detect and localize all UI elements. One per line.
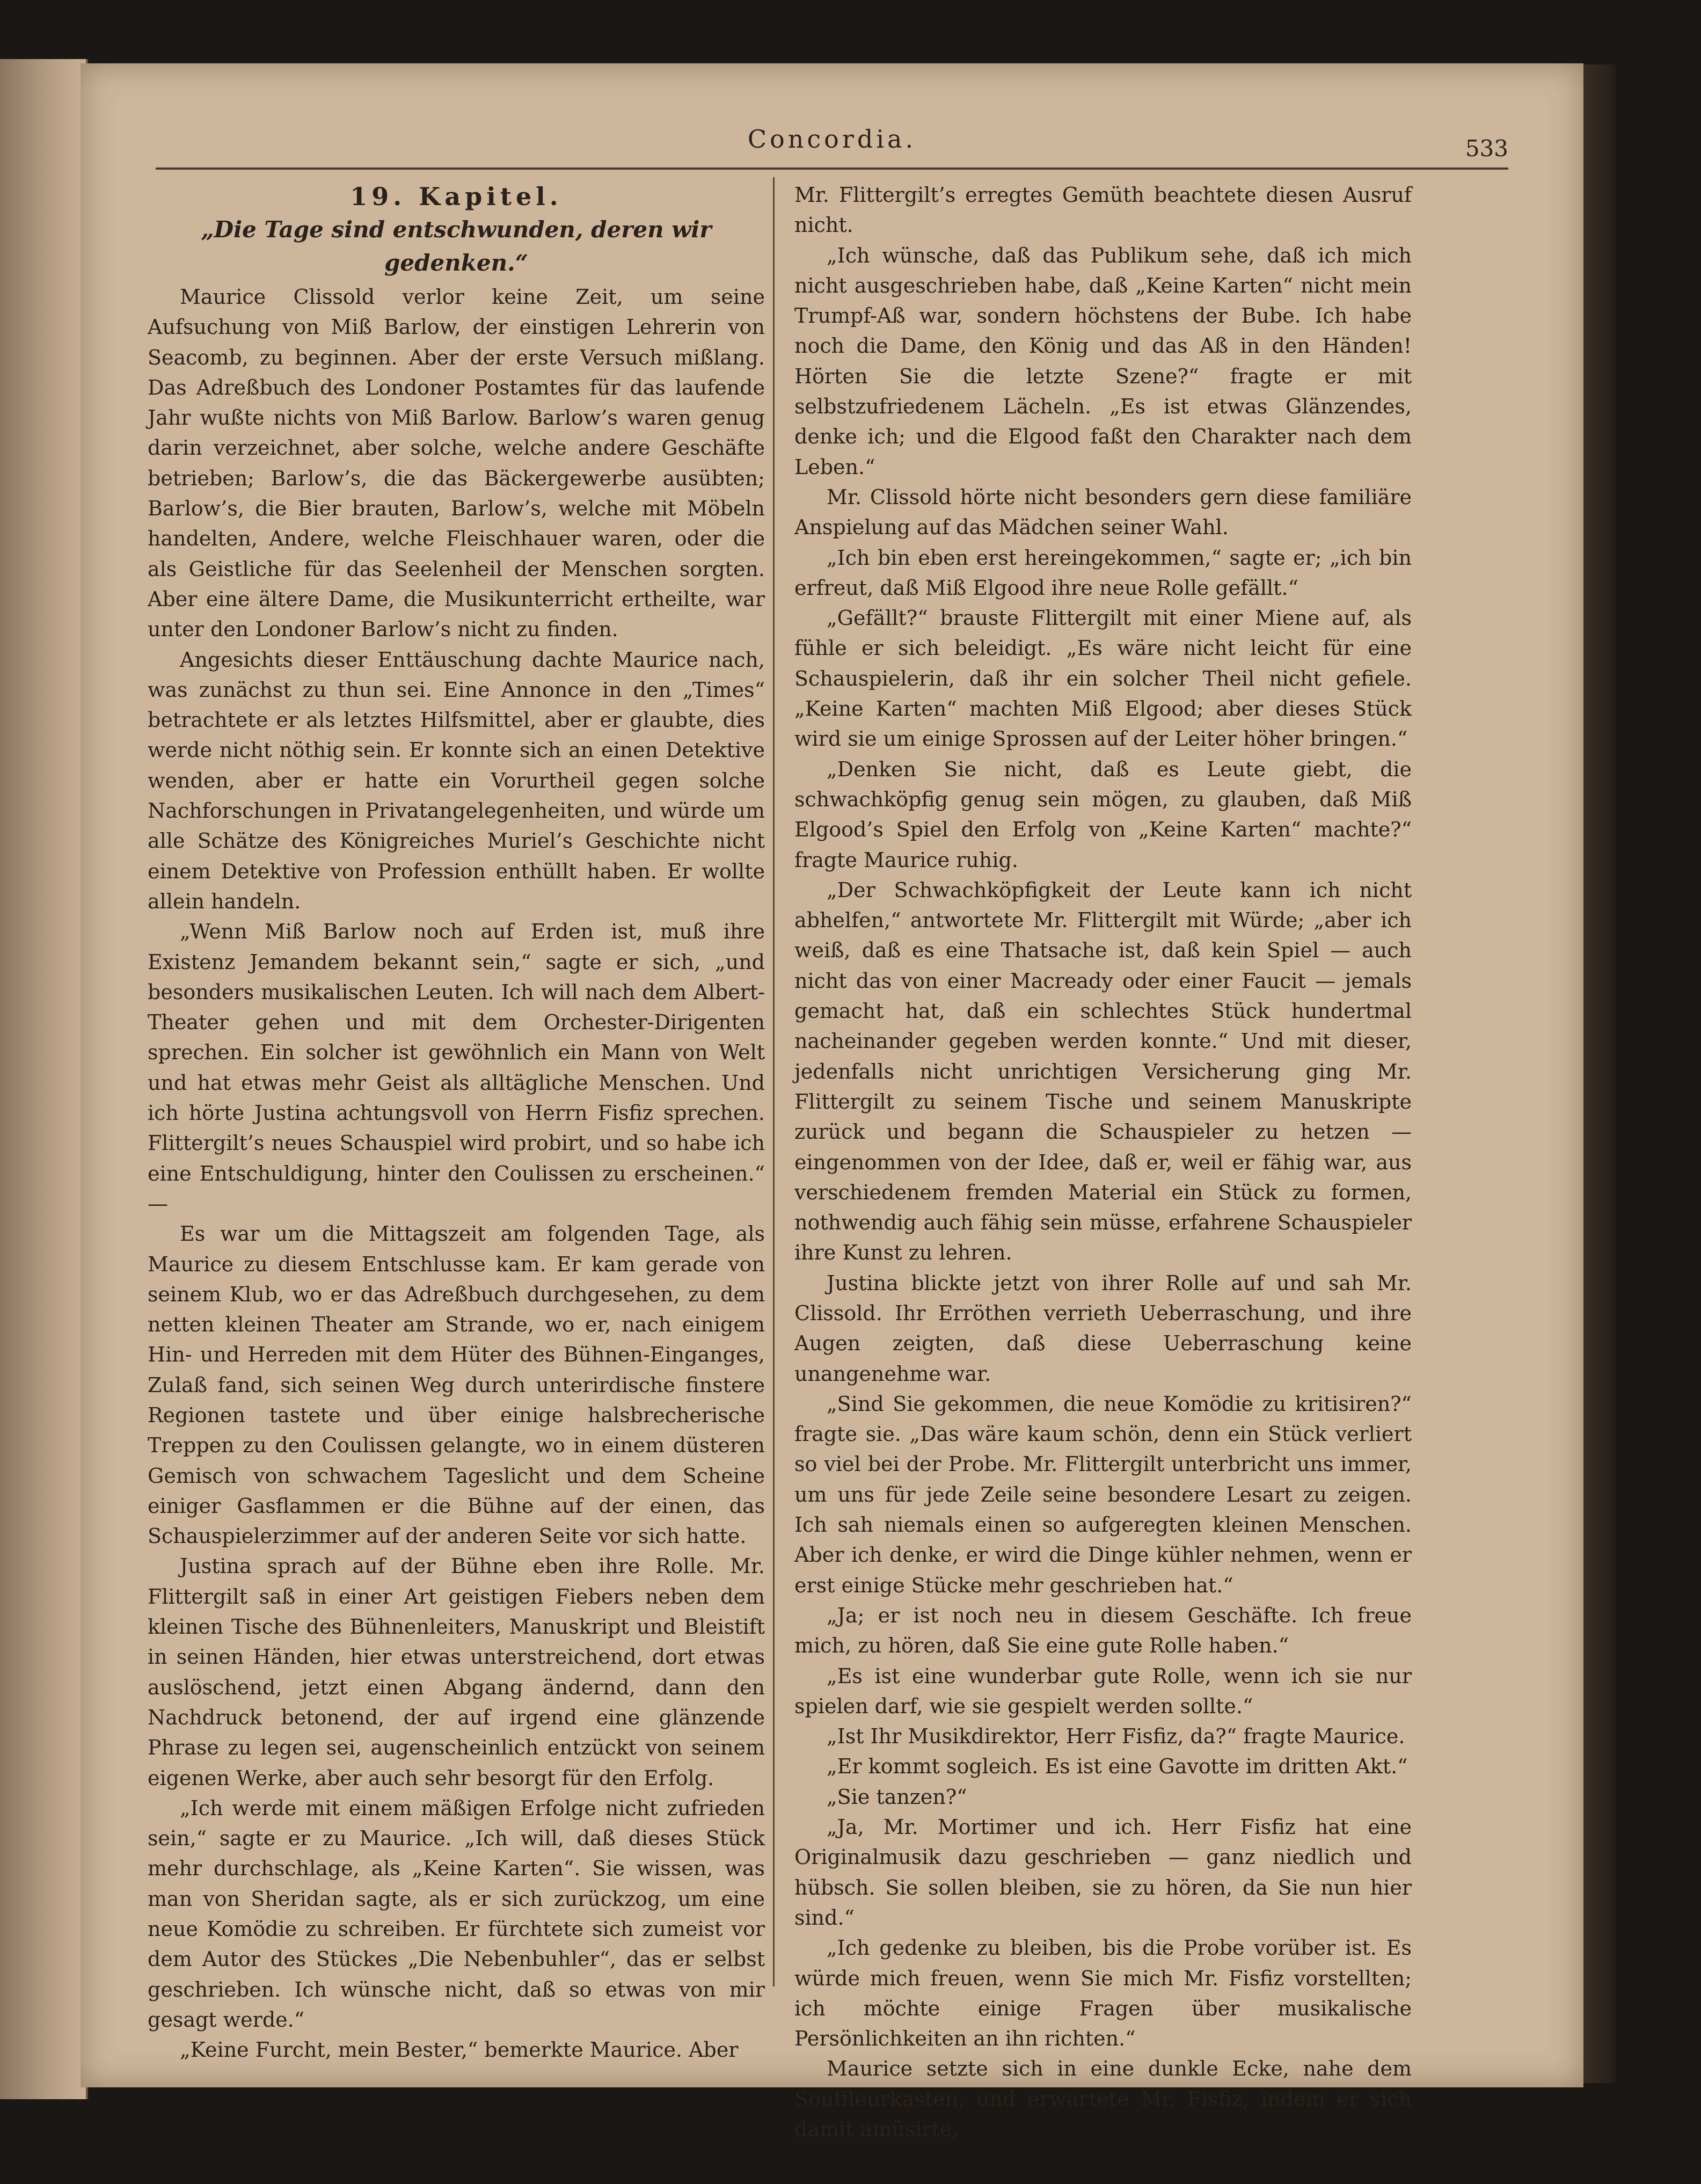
- paragraph: Angesichts dieser Enttäuschung dachte Maurice nach, was zunächst zu thun sei. Eine Annonce in den „Times“ betrachtete er als letztes Hilfsmittel, aber er glaubte, dies werde nicht nöthig sein. Er konnte sich an einen Detektive wenden, aber er hatte ein Vorurtheil gegen solche Nachforschungen in Privatangelegenheiten, und würde um alle Schätze des Königreiches Muriel’s Geschichte nicht einem Detektive von Profession enthüllt haben. Er wollte allein handeln.: [148, 647, 765, 913]
- paragraph: „Sind Sie gekommen, die neue Komödie zu kritisiren?“ fragte sie. „Das wäre kaum schön, denn ein Stück verliert so viel bei der Probe. Mr. Flittergilt unterbricht uns immer, um uns für jede Zeile seine besondere Lesart zu zeigen. Ich sah niemals einen so aufgeregten kleinen Menschen. Aber ich denke, er wird die Dinge kühler nehmen, wenn er erst einige Stücke mehr geschrieben hat.“: [794, 1392, 1412, 1597]
- paragraph: „Der Schwachköpfigkeit der Leute kann ich nicht abhelfen,“ antwortete Mr. Flittergilt mit Würde; „aber ich weiß, daß es eine Thatsache ist, daß kein Spiel — auch nicht das von einer Macready oder einer Faucit — jemals gemacht hat, daß ein schlechtes Stück hundertmal nacheinander gegeben werden konnte.“ Und mit dieser, jedenfalls nicht unrichtigen Versicherung ging Mr. Flittergilt zu seinem Tische und seinem Manuskripte zurück und begann die Schauspieler zu hetzen — eingenommen von der Idee, daß er, weil er fähig war, aus verschiedenem fremden Material ein Stück zu formen, nothwendig auch fähig sein müsse, erfahrene Schauspieler ihre Kunst zu lehren.: [794, 878, 1412, 1265]
- left-page-edge: [0, 59, 88, 2099]
- paragraph: Maurice Clissold verlor keine Zeit, um seine Aufsuchung von Miß Barlow, der einstigen Lehrerin von Seacomb, zu beginnen. Aber der erste Versuch mißlang. Das Adreßbuch des Londoner Postamtes für das laufende Jahr wußte nichts von Miß Barlow. Barlow’s waren genug darin verzeichnet, aber solche, welche andere Geschäfte betrieben; Barlow’s, die das Bäckergewerbe ausübten; Barlow’s, die Bier brauten, Barlow’s, welche mit Möbeln handelten, Andere, welche Fleischhauer waren, oder die als Geistliche für das Seelenheil der Menschen sorgten. Aber eine ältere Dame, die Musikunterricht ertheilte, war unter den Londoner Barlow’s nicht zu finden.: [148, 285, 765, 642]
- paragraph: Es war um die Mittagszeit am folgenden Tage, als Maurice zu diesem Entschlusse kam. Er kam gerade von seinem Klub, wo er das Adreßbuch durchgesehen, zu dem netten kleinen Theater am Strande, wo er, nach einigem Hin- und Herreden mit dem Hüter des Bühnen-Einganges, Zulaß fand, sich seinen Weg durch unterirdische finstere Regionen tastete und über einige halsbrecherische Treppen zu den Coulissen gelangte, wo in einem düsteren Gemisch von schwachem Tageslicht und dem Scheine einiger Gasflammen er die Bühne auf der einen, das Schauspielerzimmer auf der anderen Seite vor sich hatte.: [148, 1222, 765, 1548]
- paragraph: „Denken Sie nicht, daß es Leute giebt, die schwachköpfig genug sein mögen, zu glauben, daß Miß Elgood’s Spiel den Erfolg von „Keine Karten“ machte?“ fragte Maurice ruhig.: [794, 757, 1412, 872]
- paragraph: Mr. Clissold hörte nicht besonders gern diese familiäre Anspielung auf das Mädchen seiner Wahl.: [794, 485, 1412, 540]
- paragraph: „Ja; er ist noch neu in diesem Geschäfte. Ich freue mich, zu hören, daß Sie eine gute Rolle haben.“: [794, 1603, 1412, 1658]
- paragraph: „Es ist eine wunderbar gute Rolle, wenn ich sie nur spielen darf, wie sie gespielt werden sollte.“: [794, 1664, 1412, 1718]
- paragraph: Mr. Flittergilt’s erregtes Gemüth beachtete diesen Ausruf nicht.: [794, 183, 1412, 237]
- left-column: [148, 180, 765, 2062]
- paragraph: „Ich gedenke zu bleiben, bis die Probe vorüber ist. Es würde mich freuen, wenn Sie mich Mr. Fisfiz vorstellten; ich möchte einige Fragen über musikalische Persönlichkeiten an ihn richten.“: [794, 1936, 1412, 2051]
- paragraph: „Er kommt sogleich. Es ist eine Gavotte im dritten Akt.“: [827, 1755, 1408, 1779]
- paragraph: Maurice setzte sich in eine dunkle Ecke, nahe dem Souffleurkasten, und erwartete Mr. Fisfiz, indem er sich damit amüsirte,: [794, 2057, 1412, 2141]
- book-cover-edge: [1583, 64, 1616, 2083]
- chapter-heading: 19. Kapitel.: [350, 182, 563, 211]
- paragraph: „Ist Ihr Musikdirektor, Herr Fisfiz, da?“ fragte Maurice.: [827, 1724, 1405, 1749]
- paragraph: „Ich werde mit einem mäßigen Erfolge nicht zufrieden sein,“ sagte er zu Maurice. „Ich will, daß dieses Stück mehr durchschlage, als „Keine Karten“. Sie wissen, was man von Sheridan sagte, als er sich zurückzog, um eine neue Komödie zu schreiben. Er fürchtete sich zumeist vor dem Autor des Stückes „Die Nebenbuhler“, das er selbst geschrieben. Ich wünsche nicht, daß so etwas von mir gesagt werde.“: [148, 1796, 765, 2032]
- running-title: Concordia.: [747, 125, 917, 154]
- paragraph: „Wenn Miß Barlow noch auf Erden ist, muß ihre Existenz Jemandem bekannt sein,“ sagte er sich, „und besonders musikalischen Leuten. Ich will nach dem Albert-Theater gehen und mit dem Orchester-Dirigenten sprechen. Ein solcher ist gewöhnlich ein Mann von Welt und hat etwas mehr Geist als alltägliche Menschen. Und ich hörte Justina achtungsvoll von Herrn Fisfiz sprechen. Flittergilt’s neues Schauspiel wird probirt, und so habe ich eine Entschuldigung, hinter den Coulissen zu erscheinen.“ —: [148, 920, 765, 1215]
- page-number: 533: [1465, 135, 1508, 162]
- right-column: [794, 180, 1412, 2141]
- paragraph: „Gefällt?“ brauste Flittergilt mit einer Miene auf, als fühle er sich beleidigt. „Es wäre nicht leicht für eine Schauspielerin, daß ihr ein solcher Theil nicht gefiele. „Keine Karten“ machten Miß Elgood; aber dieses Stück wird sie um einige Sprossen auf der Leiter höher bringen.“: [794, 606, 1412, 751]
- column-divider: [773, 177, 775, 1986]
- paragraph: „Ich wünsche, daß das Publikum sehe, daß ich mich nicht ausgeschrieben habe, daß „Keine Karten“ nicht mein Trumpf-Aß war, sondern höchstens der Bube. Ich habe noch die Dame, den König und das Aß in den Händen! Hörten Sie die letzte Szene?“ fragte er mit selbstzufriedenem Lächeln. „Es ist etwas Glänzendes, denke ich; und die Elgood faßt den Charakter nach dem Leben.“: [794, 243, 1412, 479]
- paragraph: „Sie tanzen?“: [827, 1785, 967, 1809]
- paragraph: Justina blickte jetzt von ihrer Rolle auf und sah Mr. Clissold. Ihr Erröthen verrieth Ueberraschung, und ihre Augen zeigten, daß diese Ueberraschung keine unangenehme war.: [794, 1271, 1412, 1386]
- chapter-subtitle: „Die Tage sind entschwunden, deren wir gedenken.“: [201, 216, 712, 276]
- paragraph: „Keine Furcht, mein Bester,“ bemerkte Maurice. Aber: [180, 2038, 739, 2062]
- page-header: [156, 119, 1508, 170]
- paragraph: „Ja, Mr. Mortimer und ich. Herr Fisfiz hat eine Originalmusik dazu geschrieben — ganz niedlich und hübsch. Sie sollen bleiben, sie zu hören, da Sie nun hier sind.“: [794, 1815, 1412, 1930]
- paragraph: Justina sprach auf der Bühne eben ihre Rolle. Mr. Flittergilt saß in einer Art geistigen Fiebers neben dem kleinen Tische des Bühnenleiters, Manuskript und Bleistift in seinen Händen, hier etwas unterstreichend, dort etwas auslöschend, jetzt einen Abgang ändernd, dann den Nachdruck betonend, der auf irgend eine glänzende Phrase zu legen sei, augenscheinlich entzückt von seinem eigenen Werke, aber auch sehr besorgt für den Erfolg.: [148, 1554, 765, 1790]
- paragraph: „Ich bin eben erst hereingekommen,“ sagte er; „ich bin erfreut, daß Miß Elgood ihre neue Rolle gefällt.“: [794, 545, 1412, 600]
